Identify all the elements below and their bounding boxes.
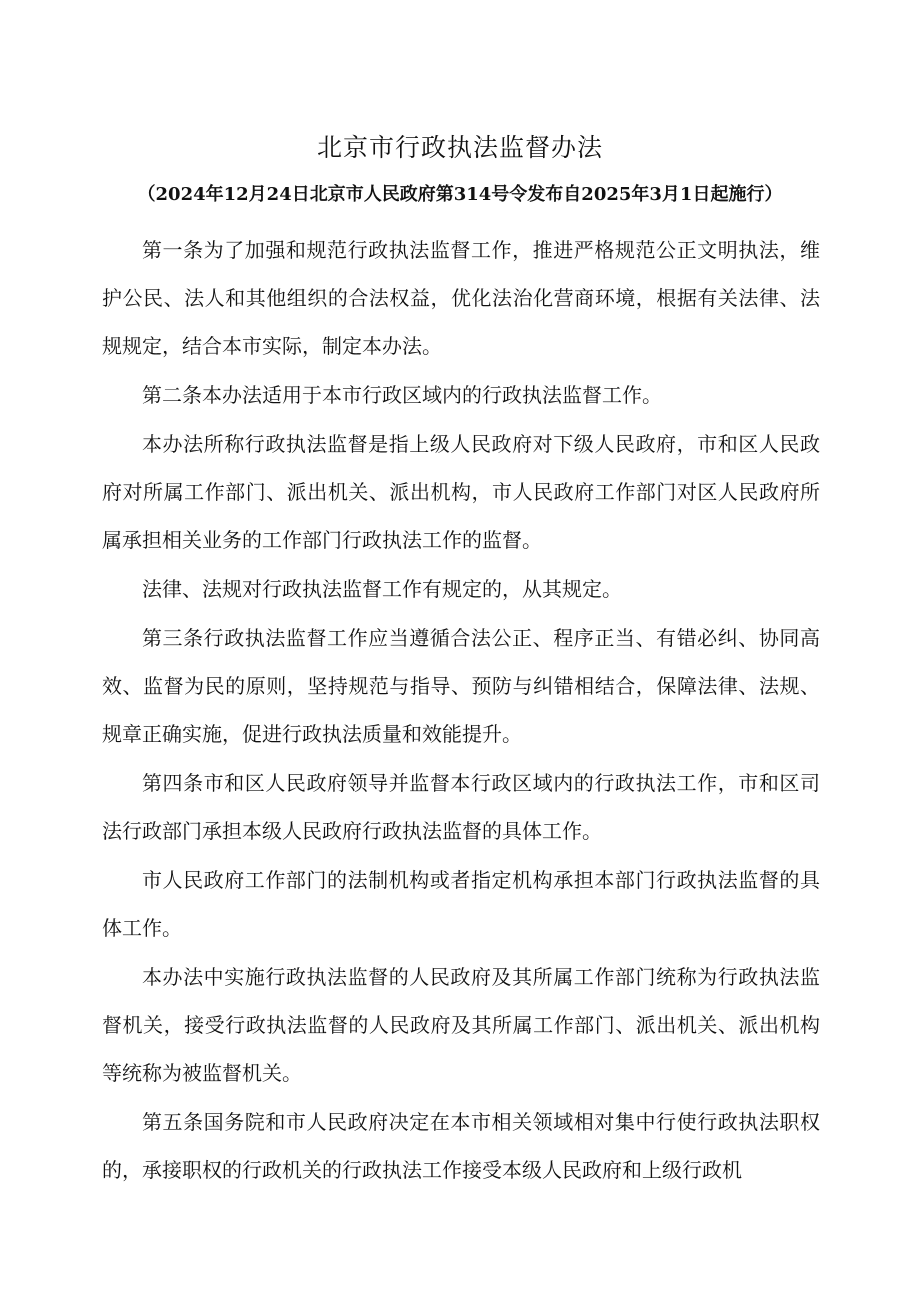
article-2-definition-paragraph: 本办法所称行政执法监督是指上级人民政府对下级人民政府，市和区人民政府对所属工作部门、派出机关、派出机构，市人民政府工作部门对区人民政府所属承担相关业务的工作部门行政执法工作的监督。 [102,432,820,552]
document-subtitle: （2024年12月24日北京市人民政府第314号令发布自2025年3月1日起施行） [137,184,783,205]
article-4-departments-paragraph: 市人民政府工作部门的法制机构或者指定机构承担本部门行政执法监督的具体工作。 [102,868,820,940]
article-5-paragraph: 第五条国务院和市人民政府决定在本市相关领域相对集中行使行政执法职权的，承接职权的行政机关的行政执法工作接受本级人民政府和上级行政机 [102,1110,820,1182]
article-4-paragraph: 第四条市和区人民政府领导并监督本行政区域内的行政执法工作，市和区司法行政部门承担本级人民政府行政执法监督的具体工作。 [102,771,820,843]
article-1-paragraph: 第一条为了加强和规范行政执法监督工作，推进严格规范公正文明执法，维护公民、法人和其他组织的合法权益，优化法治化营商环境，根据有关法律、法规规定，结合本市实际，制定本办法。 [102,238,820,358]
document-body [102,226,820,1195]
article-2-exception-paragraph: 法律、法规对行政执法监督工作有规定的，从其规定。 [142,577,622,601]
article-3-paragraph: 第三条行政执法监督工作应当遵循合法公正、程序正当、有错必纠、协同高效、监督为民的原则，坚持规范与指导、预防与纠错相结合，保障法律、法规、规章正确实施，促进行政执法质量和效能提升。 [102,626,820,746]
article-2-paragraph: 第二条本办法适用于本市行政区域内的行政执法监督工作。 [142,383,662,407]
document-title: 北京市行政执法监督办法 [316,133,603,162]
article-4-terms-paragraph: 本办法中实施行政执法监督的人民政府及其所属工作部门统称为行政执法监督机关，接受行政执法监督的人民政府及其所属工作部门、派出机关、派出机构等统称为被监督机关。 [102,965,820,1085]
